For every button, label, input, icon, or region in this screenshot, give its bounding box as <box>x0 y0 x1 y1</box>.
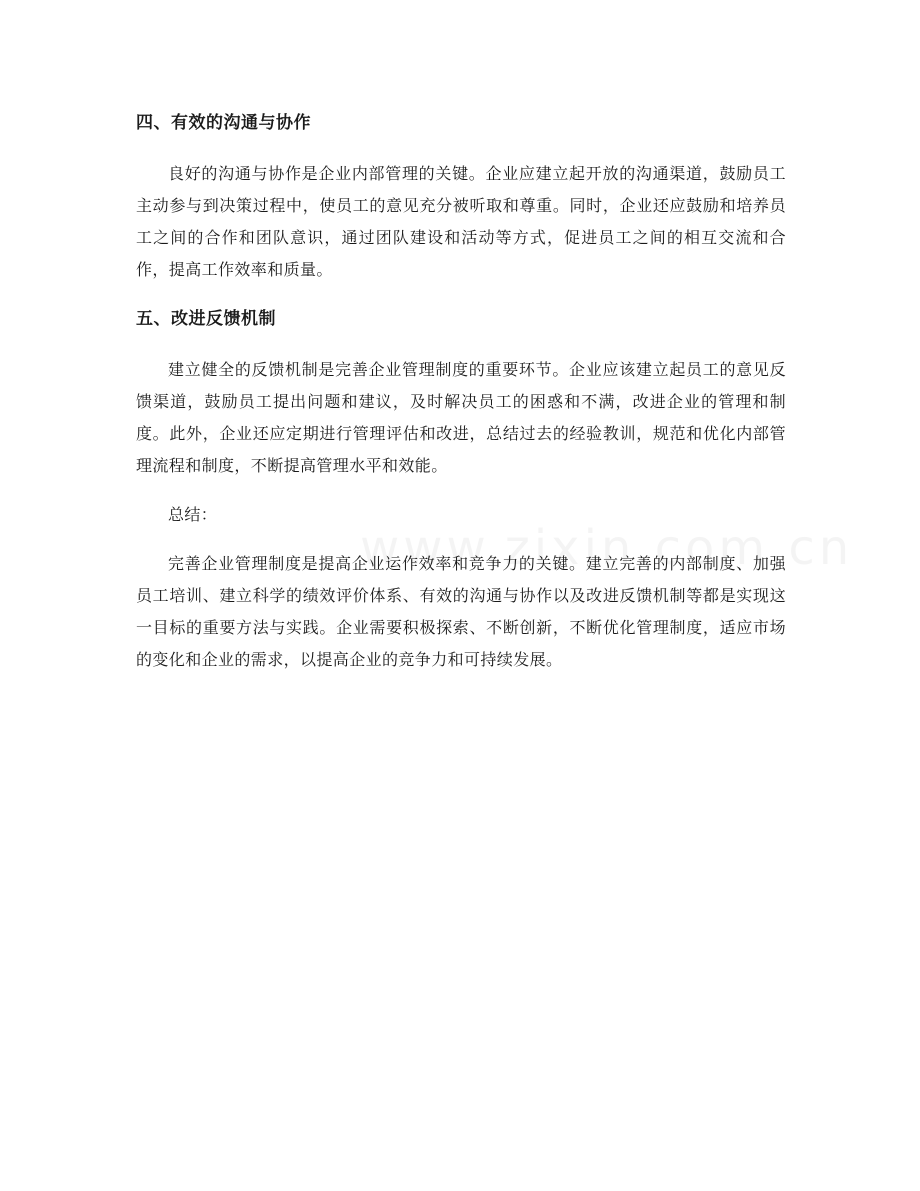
section-paragraph-communication: 良好的沟通与协作是企业内部管理的关键。企业应建立起开放的沟通渠道，鼓励员工主动参与到决策过程中，使员工的意见充分被听取和尊重。同时，企业还应鼓励和培养员工之间的合作和团队意识，通过团队建设和活动等方式，促进员工之间的相互交流和合作，提高工作效率和质量。 <box>136 164 786 279</box>
section-paragraph-feedback: 建立健全的反馈机制是完善企业管理制度的重要环节。企业应该建立起员工的意见反馈渠道，鼓励员工提出问题和建议，及时解决员工的困惑和不满，改进企业的管理和制度。此外，企业还应定期进行管理评估和改进，总结过去的经验教训，规范和优化内部管理流程和制度，不断提高管理水平和效能。 <box>136 360 786 475</box>
section-heading-feedback: 五、改进反馈机制 <box>136 309 276 329</box>
section-heading-communication: 四、有效的沟通与协作 <box>136 113 311 133</box>
summary-paragraph: 完善企业管理制度是提高企业运作效率和竞争力的关键。建立完善的内部制度、加强员工培训、建立科学的绩效评价体系、有效的沟通与协作以及改进反馈机制等都是实现这一目标的重要方法与实践。企业需要积极探索、不断创新，不断优化管理制度，适应市场的变化和企业的需求，以提高企业的竞争力和可持续发展。 <box>136 554 786 669</box>
summary-label: 总结： <box>168 505 218 524</box>
document-content <box>136 107 786 676</box>
